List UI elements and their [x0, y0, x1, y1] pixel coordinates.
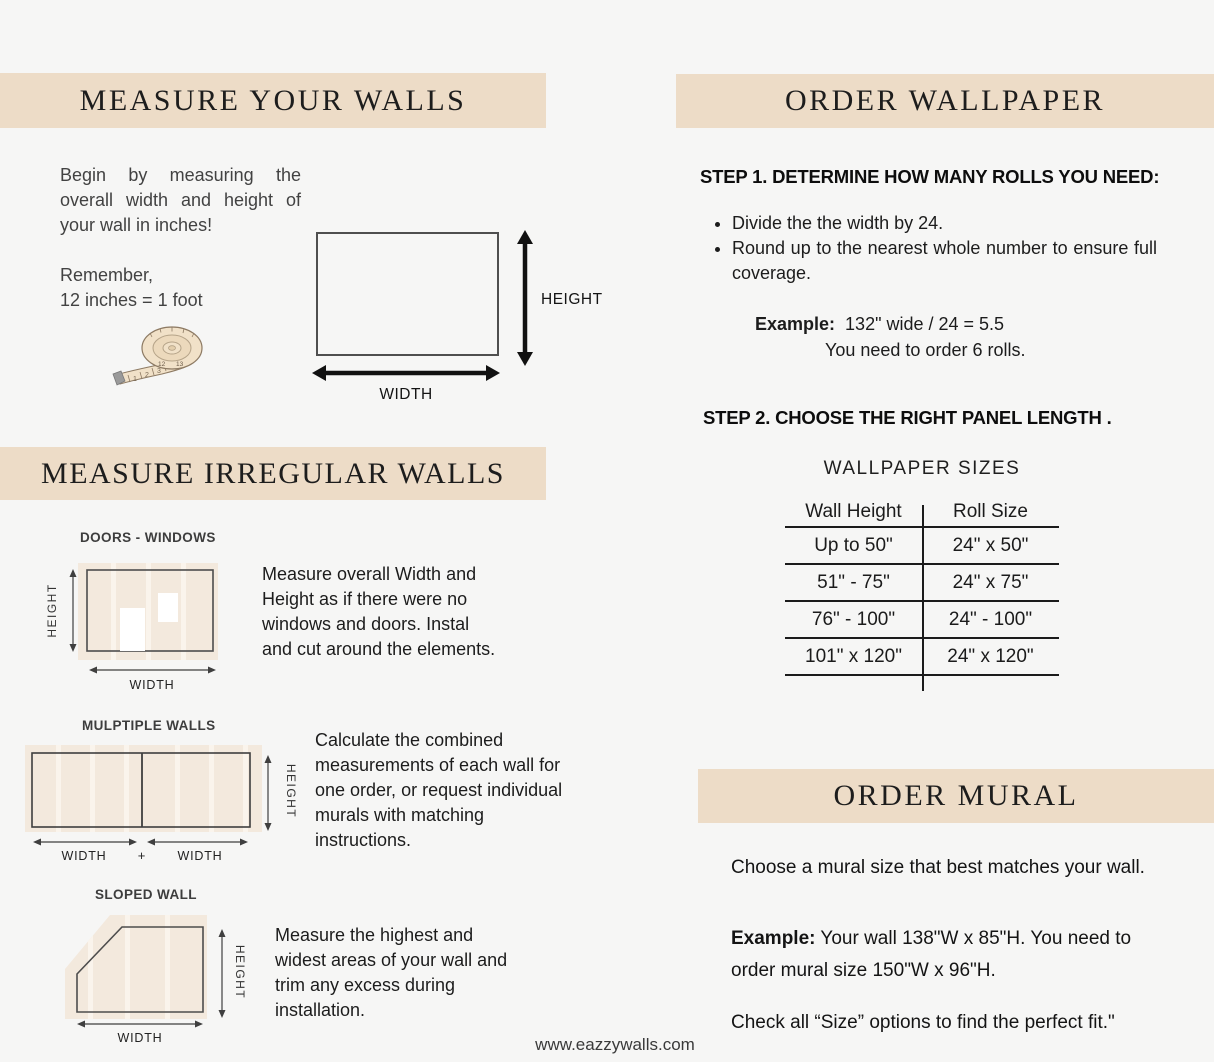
wallpaper-example-calc: 132" wide / 24 = 5.5	[845, 314, 1005, 334]
sloped-wall-heading: SLOPED WALL	[95, 887, 197, 902]
website-url: www.eazzywalls.com	[535, 1035, 695, 1054]
bullet-round-up: • Round up to the nearest whole number to ensure full coverage.	[732, 236, 1157, 286]
width-label: WIDTH	[379, 386, 433, 403]
svg-text:12: 12	[158, 361, 166, 368]
doors-windows-heading: DOORS - WINDOWS	[80, 530, 216, 545]
remember-line-2: 12 inches = 1 foot	[60, 290, 203, 310]
irregular-walls-banner	[0, 447, 546, 500]
cell-roll-size: 24" - 100"	[948, 608, 1033, 630]
mural-example	[731, 923, 1177, 987]
cell-roll-size: 24" x 120"	[947, 645, 1034, 667]
wall-outline-diagram	[316, 232, 499, 356]
irregular-walls-title: MEASURE IRREGULAR WALLS	[41, 456, 505, 490]
measure-walls-title: MEASURE YOUR WALLS	[79, 83, 467, 117]
remember-note	[60, 263, 203, 313]
doors-windows-text: Measure overall Width and Height as if there were no windows and doors. Instal and cut around the elements.	[262, 564, 496, 659]
width-arrow	[312, 360, 500, 386]
step1-bullet-list	[712, 211, 1157, 286]
mural-note: Check all “Size” options to find the perfect fit."	[731, 1012, 1115, 1033]
sloped-wall-diagram	[55, 903, 260, 1053]
multiple-walls-heading: MULPTIPLE WALLS	[82, 718, 216, 733]
mural-paragraph: Choose a mural size that best matches your wall.	[731, 857, 1145, 878]
cell-wall-height: Up to 50"	[814, 534, 893, 556]
remember-line-1: Remember,	[60, 265, 154, 285]
order-wallpaper-title: ORDER WALLPAPER	[784, 84, 1106, 117]
wallpaper-sizes-title: WALLPAPER SIZES	[823, 458, 1021, 479]
cell-wall-height: 101" x 120"	[805, 645, 902, 667]
bullet-divide: • Divide the the width by 24.	[732, 211, 1157, 236]
multiple-width-label-2: WIDTH	[177, 849, 223, 863]
order-mural-title: ORDER MURAL	[833, 779, 1079, 812]
doors-width-label: WIDTH	[129, 678, 175, 692]
col-header-roll-size: Roll Size	[953, 500, 1028, 522]
wallpaper-example-line1	[755, 312, 1004, 337]
multiple-walls-diagram	[15, 738, 305, 866]
measuring-tape-icon	[108, 318, 236, 398]
step1-heading: STEP 1. DETERMINE HOW MANY ROLLS YOU NEED:	[700, 166, 1160, 187]
multiple-width-label-1: WIDTH	[61, 849, 107, 863]
wallpaper-example-line2: You need to order 6 rolls.	[825, 340, 1026, 360]
mural-example-label: Example:	[731, 928, 816, 949]
svg-text:3: 3	[157, 368, 161, 375]
order-mural-banner	[698, 769, 1214, 823]
sloped-width-label: WIDTH	[117, 1031, 163, 1045]
doors-height-label: HEIGHT	[45, 583, 59, 638]
wallpaper-sizes-table	[785, 497, 1059, 676]
cell-wall-height: 51" - 75"	[817, 571, 890, 593]
measure-walls-intro: Begin by measuring the overall width and height of your wall in inches!	[60, 165, 301, 235]
height-arrow	[511, 230, 539, 366]
sloped-wall-text: Measure the highest and widest areas of your wall and trim any excess during installation.	[275, 925, 508, 1020]
mural-example-text: Your wall 138"W x 85"H. You need to order mural size 150"W x 96"H.	[731, 928, 1132, 981]
multiple-walls-text: Calculate the combined measurements of each wall for one order, or request individual murals with matching instructions.	[315, 730, 563, 850]
sloped-height-label: HEIGHT	[233, 944, 247, 1000]
svg-text:1: 1	[133, 376, 137, 383]
multiple-height-label: HEIGHT	[284, 763, 298, 819]
order-wallpaper-banner	[676, 74, 1214, 128]
step2-heading: STEP 2. CHOOSE THE RIGHT PANEL LENGTH .	[703, 407, 1112, 428]
svg-text:2: 2	[145, 372, 149, 379]
col-header-wall-height: Wall Height	[805, 500, 902, 522]
cell-roll-size: 24" x 50"	[952, 534, 1029, 556]
multiple-plus-label: +	[137, 848, 146, 863]
wallpaper-example-label: Example:	[755, 314, 836, 334]
cell-roll-size: 24" x 75"	[952, 571, 1029, 593]
cell-wall-height: 76" - 100"	[811, 608, 896, 630]
svg-text:13: 13	[176, 361, 184, 368]
table-column-divider	[922, 505, 924, 691]
measure-walls-banner	[0, 73, 546, 128]
height-label: HEIGHT	[541, 291, 603, 308]
doors-windows-diagram	[40, 553, 240, 700]
